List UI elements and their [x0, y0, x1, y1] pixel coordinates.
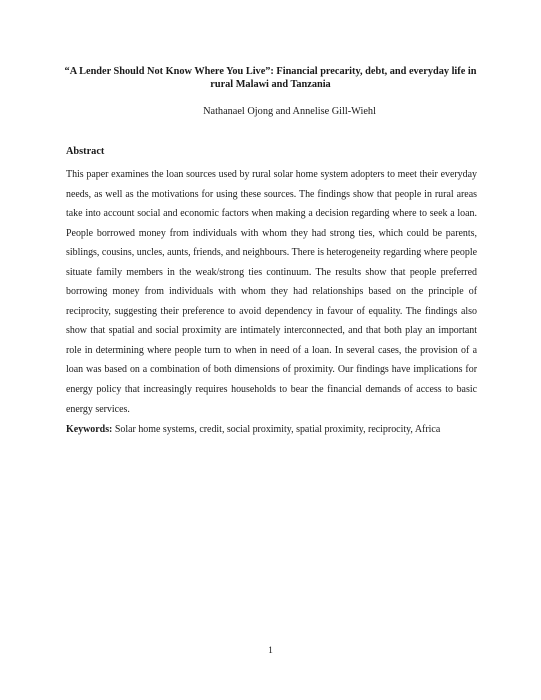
keywords-line [66, 423, 486, 436]
abstract-heading: Abstract [66, 146, 105, 157]
paper-authors: Nathanael Ojong and Annelise Gill-Wiehl [203, 106, 376, 117]
page-number: 1 [268, 646, 273, 656]
abstract-body: This paper examines the loan sources used by rural solar home system adopters to meet their everyday needs, as well as the motivations for using these sources. The findings show that people in rural areas take into account social and economic factors when making a decision regarding where to seek a loan. People borrowed money from individuals with whom they had strong ties, which could be parents, siblings, cousins, uncles, aunts, friends, and neighbours. There is heterogeneity regarding where people situate family members in the weak/strong ties continuum. The results show that people preferred borrowing money from individuals with whom they had relationships based on the principle of reciprocity, suggesting their preference to avoid dependency in favour of equality. The findings also show that spatial and social proximity are intimately interconnected, and that both play an important role in determining where people turn to when in need of a loan. In several cases, the provision of a loan was based on a combination of both dimensions of proximity. Our findings have implications for energy policy that increasingly requires households to bear the financial demands of access to basic energy services. [66, 169, 477, 415]
paper-title: “A Lender Should Not Know Where You Live”: Financial precarity, debt, and everyday life in rural Malawi and Tanzania [64, 66, 477, 90]
keywords-text: Solar home systems, credit, social proximity, spatial proximity, reciprocity, Africa [112, 424, 441, 435]
keywords-label: Keywords: [66, 424, 113, 435]
